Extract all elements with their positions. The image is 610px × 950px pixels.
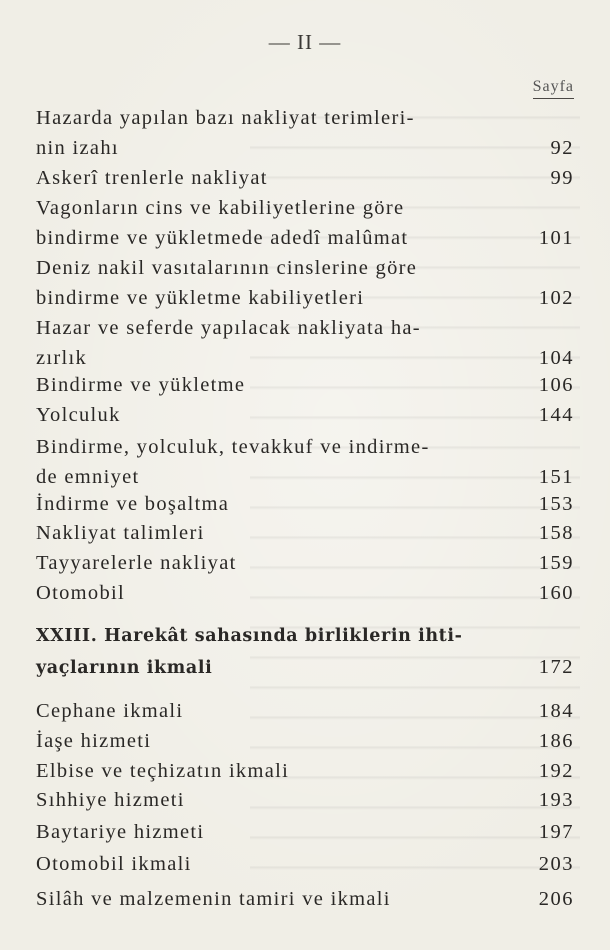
- entry-text-line: Baytariye hizmeti: [36, 821, 205, 843]
- entry-page-number: 184: [538, 700, 574, 722]
- entry-text-line: zırlık: [36, 347, 88, 369]
- toc-entry: [36, 370, 574, 400]
- entry-page-number: 186: [538, 730, 574, 752]
- entry-text-line: Bindirme, yolculuk, tevakkuf ve indirme-: [36, 436, 430, 458]
- entry-page-number: 144: [538, 404, 574, 426]
- entry-text-line: Sıhhiye hizmeti: [36, 789, 185, 811]
- toc-entry: [36, 756, 574, 786]
- entry-page-number: 104: [538, 347, 574, 369]
- entry-page-number: 203: [538, 853, 574, 875]
- entry-last-line: [36, 163, 574, 193]
- toc-entry: [36, 548, 574, 578]
- entry-last-line: [36, 518, 574, 548]
- entry-last-line: [36, 283, 574, 313]
- entry-text-line: Askerî trenlerle nakliyat: [36, 167, 268, 189]
- entry-text-line: Nakliyat talimleri: [36, 522, 205, 544]
- entry-text-line: de emniyet: [36, 466, 140, 488]
- entry-page-number: 192: [538, 760, 574, 782]
- entry-page-number: 197: [538, 821, 574, 843]
- toc-entry: [36, 400, 574, 430]
- entry-last-line: [36, 462, 574, 492]
- entry-last-line: [36, 756, 574, 786]
- toc-entry: [36, 518, 574, 548]
- page-column-header: Sayfa: [533, 78, 574, 99]
- entry-page-number: 106: [538, 374, 574, 396]
- entry-page-number: 99: [550, 167, 574, 189]
- entry-last-line: [36, 548, 574, 578]
- toc-entry: [36, 817, 574, 847]
- toc-entry: [36, 313, 574, 373]
- entry-text-line: Hazar ve seferde yapılacak nakliyata ha-: [36, 317, 421, 339]
- entry-last-line: [36, 696, 574, 726]
- entry-last-line: [36, 726, 574, 756]
- toc-entry: [36, 489, 574, 519]
- entry-text-line: nin izahı: [36, 137, 119, 159]
- entry-text-line: İndirme ve boşaltma: [36, 493, 230, 515]
- section-page-number: 172: [538, 656, 574, 678]
- entry-page-number: 153: [538, 493, 574, 515]
- entry-text-line: Silâh ve malzemenin tamiri ve ikmali: [36, 888, 391, 910]
- toc-entry: [36, 726, 574, 756]
- entry-last-line: [36, 849, 574, 879]
- entry-last-line: [36, 489, 574, 519]
- entry-text-line: Otomobil ikmali: [36, 853, 192, 875]
- entry-page-number: 206: [538, 888, 574, 910]
- section-title-line: yaçlarının ikmali: [36, 658, 213, 678]
- entry-last-line: [36, 578, 574, 608]
- entry-last-line: [36, 884, 574, 914]
- entry-page-number: 92: [550, 137, 574, 159]
- entry-text-line: Yolculuk: [36, 404, 121, 426]
- entry-page-number: 151: [538, 466, 574, 488]
- toc-entry: [36, 163, 574, 193]
- entry-last-line: [36, 785, 574, 815]
- toc-entry: [36, 696, 574, 726]
- entry-text-line: Cephane ikmali: [36, 700, 184, 722]
- entry-text-line: Bindirme ve yükletme: [36, 374, 246, 396]
- entry-last-line: [36, 370, 574, 400]
- entry-last-line: [36, 343, 574, 373]
- entry-text-line: Deniz nakil vasıtalarının cinslerine göre: [36, 257, 418, 279]
- toc-entry: [36, 253, 574, 313]
- entry-page-number: 159: [538, 552, 574, 574]
- toc-entry: [36, 785, 574, 815]
- entry-page-number: 158: [538, 522, 574, 544]
- toc-entry: [36, 193, 574, 253]
- entry-last-line: [36, 133, 574, 163]
- entry-text-line: Tayyarelerle nakliyat: [36, 552, 237, 574]
- entry-text-line: bindirme ve yükletme kabiliyetleri: [36, 287, 365, 309]
- entry-last-line: [36, 223, 574, 253]
- toc-entry: [36, 849, 574, 879]
- entry-text-line: Hazarda yapılan bazı nakliyat terimleri-: [36, 107, 415, 129]
- entry-text-line: Elbise ve teçhizatın ikmali: [36, 760, 290, 782]
- entry-last-line: [36, 817, 574, 847]
- toc-entry: [36, 103, 574, 163]
- section-title-line: XXIII. Harekât sahasında birliklerin ihti-: [36, 626, 463, 646]
- entry-page-number: 193: [538, 789, 574, 811]
- entry-text-line: İaşe hizmeti: [36, 730, 152, 752]
- entry-page-number: 101: [538, 227, 574, 249]
- toc-entry: [36, 578, 574, 608]
- section-last-line: [36, 652, 574, 683]
- entry-text-line: Vagonların cins ve kabiliyetlerine göre: [36, 197, 405, 219]
- toc-entry: [36, 432, 574, 492]
- entry-page-number: 160: [538, 582, 574, 604]
- page-number: — II —: [268, 30, 342, 54]
- entry-page-number: 102: [538, 287, 574, 309]
- entry-text-line: bindirme ve yükletmede adedî malûmat: [36, 227, 409, 249]
- entry-last-line: [36, 400, 574, 430]
- entry-text-line: Otomobil: [36, 582, 125, 604]
- section-heading: [36, 621, 574, 683]
- toc-entry: [36, 884, 574, 914]
